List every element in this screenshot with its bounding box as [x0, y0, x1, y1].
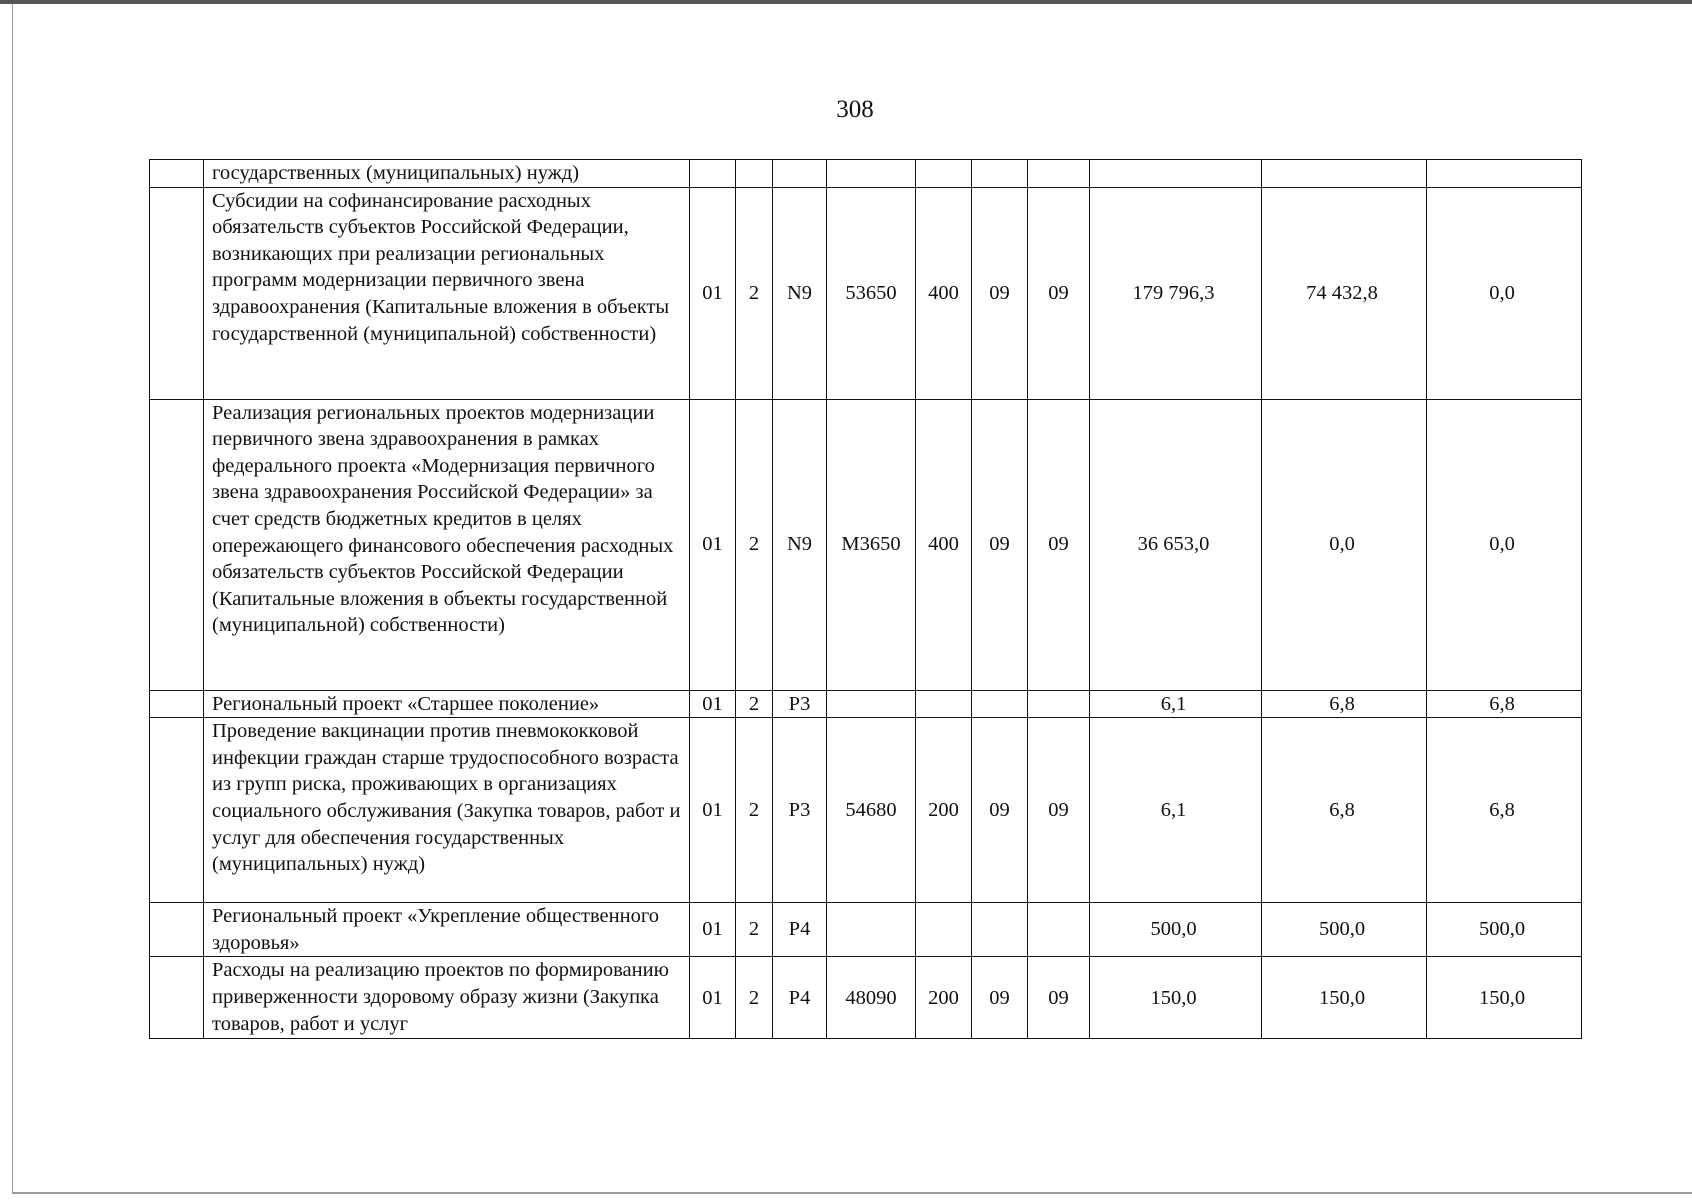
year2-amount-cell: 74 432,8 — [1262, 187, 1427, 399]
section-cell — [972, 690, 1028, 718]
table-row — [150, 187, 1582, 399]
subprogram-cell: 2 — [736, 718, 773, 903]
page-number: 308 — [836, 96, 874, 123]
direction-cell: N9 — [773, 187, 827, 399]
year1-amount-cell: 6,1 — [1090, 690, 1262, 718]
direction-cell: P4 — [773, 957, 827, 1039]
year3-amount-cell: 6,8 — [1427, 690, 1582, 718]
year3-amount-cell — [1427, 160, 1582, 188]
program-cell: 01 — [690, 957, 736, 1039]
program-cell: 01 — [690, 690, 736, 718]
expense-code-cell — [827, 160, 916, 188]
expense-code-cell: M3650 — [827, 399, 916, 690]
year1-amount-cell: 150,0 — [1090, 957, 1262, 1039]
year1-amount-cell — [1090, 160, 1262, 188]
program-cell: 01 — [690, 399, 736, 690]
subprogram-cell: 2 — [736, 399, 773, 690]
description-cell: Региональный проект «Старшее поколение» — [204, 690, 690, 718]
year1-amount-cell: 500,0 — [1090, 903, 1262, 957]
description-cell: государственных (муниципальных) нужд) — [204, 160, 690, 188]
description-cell: Расходы на реализацию проектов по формированию приверженности здоровому образу жизни (Закупка товаров, работ и услуг — [204, 957, 690, 1039]
subsection-cell: 09 — [1028, 718, 1090, 903]
description-cell: Региональный проект «Укрепление общественного здоровья» — [204, 903, 690, 957]
row-number-cell — [150, 690, 204, 718]
expense-type-cell — [916, 690, 972, 718]
subprogram-cell: 2 — [736, 903, 773, 957]
expense-code-cell: 54680 — [827, 718, 916, 903]
description-cell: Реализация региональных проектов модернизации первичного звена здравоохранения в рамках федерального проекта «Модернизация первичного звена здравоохранения Российской Федерации» за счет средств бюджетных кредитов в целях опережающего финансового обеспечения расходных обязательств субъектов Российской Федерации (Капитальные вложения в объекты государственной (муниципальной) собственности) — [204, 399, 690, 690]
expense-code-cell — [827, 690, 916, 718]
subsection-cell — [1028, 690, 1090, 718]
program-cell — [690, 160, 736, 188]
scan-edge-top — [0, 0, 1692, 4]
year2-amount-cell: 6,8 — [1262, 690, 1427, 718]
subprogram-cell — [736, 160, 773, 188]
section-cell — [972, 160, 1028, 188]
row-number-cell — [150, 903, 204, 957]
table-row — [150, 690, 1582, 718]
expense-type-cell — [916, 160, 972, 188]
expense-type-cell: 400 — [916, 399, 972, 690]
subprogram-cell: 2 — [736, 690, 773, 718]
year3-amount-cell: 150,0 — [1427, 957, 1582, 1039]
description-cell: Субсидии на софинансирование расходных обязательств субъектов Российской Федерации, возникающих при реализации региональных программ модернизации первичного звена здравоохранения (Капитальные вложения в объекты государственной (муниципальной) собственности) — [204, 187, 690, 399]
section-cell: 09 — [972, 718, 1028, 903]
year2-amount-cell: 0,0 — [1262, 399, 1427, 690]
scan-edge-left — [12, 4, 13, 1192]
subprogram-cell: 2 — [736, 957, 773, 1039]
year3-amount-cell: 500,0 — [1427, 903, 1582, 957]
section-cell: 09 — [972, 187, 1028, 399]
table-row — [150, 160, 1582, 188]
direction-cell: P4 — [773, 903, 827, 957]
program-cell: 01 — [690, 718, 736, 903]
year2-amount-cell: 6,8 — [1262, 718, 1427, 903]
year1-amount-cell: 6,1 — [1090, 718, 1262, 903]
subsection-cell — [1028, 160, 1090, 188]
expense-code-cell: 48090 — [827, 957, 916, 1039]
year3-amount-cell: 0,0 — [1427, 399, 1582, 690]
table-row — [150, 718, 1582, 903]
row-number-cell — [150, 160, 204, 188]
expense-code-cell: 53650 — [827, 187, 916, 399]
year1-amount-cell: 179 796,3 — [1090, 187, 1262, 399]
row-number-cell — [150, 399, 204, 690]
subsection-cell: 09 — [1028, 187, 1090, 399]
year2-amount-cell — [1262, 160, 1427, 188]
section-cell — [972, 903, 1028, 957]
section-cell: 09 — [972, 399, 1028, 690]
subsection-cell: 09 — [1028, 957, 1090, 1039]
row-number-cell — [150, 957, 204, 1039]
row-number-cell — [150, 718, 204, 903]
expense-code-cell — [827, 903, 916, 957]
year1-amount-cell: 36 653,0 — [1090, 399, 1262, 690]
table-row — [150, 399, 1582, 690]
year3-amount-cell: 0,0 — [1427, 187, 1582, 399]
program-cell: 01 — [690, 903, 736, 957]
table-row — [150, 903, 1582, 957]
expense-type-cell: 200 — [916, 718, 972, 903]
year2-amount-cell: 150,0 — [1262, 957, 1427, 1039]
direction-cell — [773, 160, 827, 188]
subsection-cell — [1028, 903, 1090, 957]
row-number-cell — [150, 187, 204, 399]
subprogram-cell: 2 — [736, 187, 773, 399]
expense-type-cell: 200 — [916, 957, 972, 1039]
year3-amount-cell: 6,8 — [1427, 718, 1582, 903]
table-row — [150, 957, 1582, 1039]
description-cell: Проведение вакцинации против пневмококковой инфекции граждан старше трудоспособного возраста из групп риска, проживающих в организациях социального обслуживания (Закупка товаров, работ и услуг для обеспечения государственных (муниципальных) нужд) — [204, 718, 690, 903]
expense-type-cell: 400 — [916, 187, 972, 399]
direction-cell: N9 — [773, 399, 827, 690]
program-cell: 01 — [690, 187, 736, 399]
direction-cell: P3 — [773, 690, 827, 718]
year2-amount-cell: 500,0 — [1262, 903, 1427, 957]
budget-table — [149, 159, 1582, 1039]
expense-type-cell — [916, 903, 972, 957]
subsection-cell: 09 — [1028, 399, 1090, 690]
section-cell: 09 — [972, 957, 1028, 1039]
scan-edge-bottom — [12, 1192, 1692, 1194]
direction-cell: P3 — [773, 718, 827, 903]
